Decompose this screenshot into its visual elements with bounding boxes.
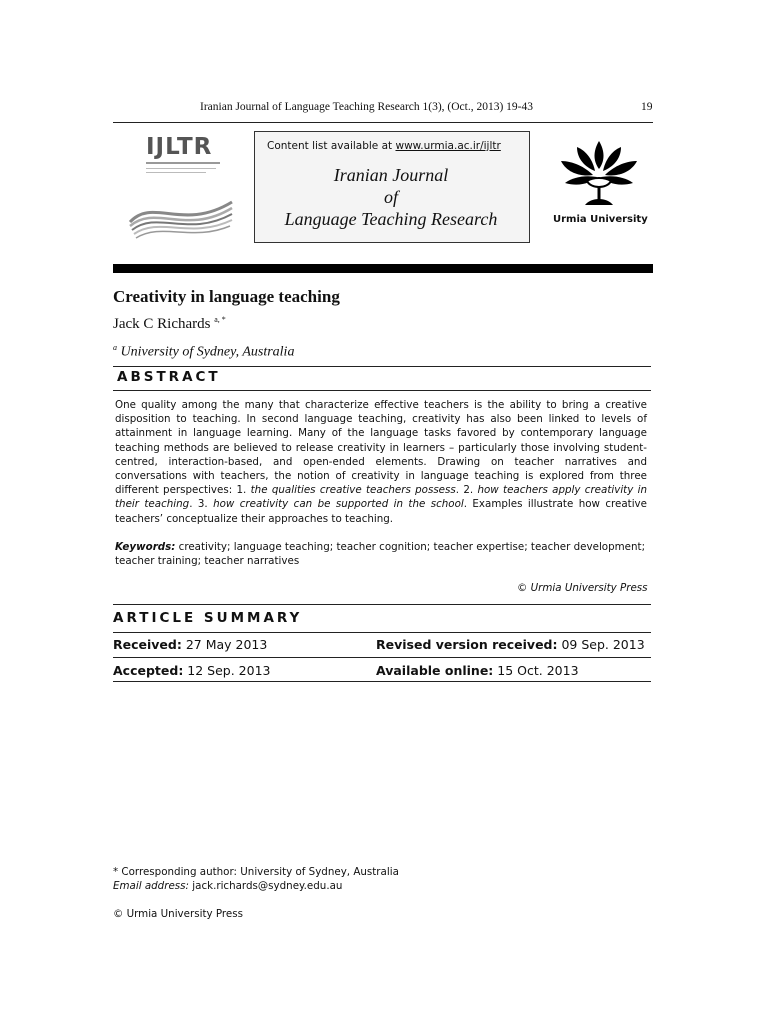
ijltr-logo: [146, 134, 226, 189]
masthead-divider: [113, 264, 653, 273]
online-label: Available online:: [376, 663, 494, 678]
university-name: Urmia University: [553, 214, 648, 225]
keywords-label: Keywords:: [115, 541, 176, 553]
revised-label: Revised version received:: [376, 637, 558, 652]
summary-bottom-rule: [113, 681, 651, 682]
abstract-press-credit: © Urmia University Press: [517, 582, 648, 594]
accepted-value: 12 Sep. 2013: [183, 663, 271, 678]
email-label: Email address:: [113, 880, 189, 892]
journal-cover-wave-icon: [128, 192, 234, 244]
accepted-date: [113, 663, 271, 678]
journal-title-line3: Language Teaching Research: [284, 209, 498, 229]
abstract-perspective-2: how teachers apply creativity in their teaching: [115, 484, 648, 511]
online-value: 15 Oct. 2013: [493, 663, 579, 678]
received-date: [113, 637, 267, 652]
footer-press-credit: © Urmia University Press: [113, 908, 243, 920]
keywords-list: creativity; language teaching; teacher cognition; teacher expertise; teacher development; teacher training; teacher narratives: [115, 541, 646, 568]
journal-title-line2: of: [383, 187, 398, 207]
online-date: [376, 663, 579, 678]
logo-fine-print: [146, 168, 216, 169]
abstract-text: One quality among the many that characterize effective teachers is the ability to bring a creative disposition to teaching. In second language teaching, creativity has also been linked to levels of attainment in language learning. Many of the language tasks favored by contemporary language teaching methods are believed to release creativity in learners – particularly those involving student-centred, interaction-based, and open-ended elements. Drawing on teacher narratives and conversations with teachers, the notion of creativity in language teaching is explored from three different perspectives: 1.: [115, 399, 647, 497]
abstract-text: . 3.: [189, 498, 214, 511]
ijltr-logo-text: IJLTR: [146, 134, 213, 160]
logo-underline: [146, 162, 220, 164]
logo-fine-print: [146, 172, 206, 173]
accepted-label: Accepted:: [113, 663, 184, 678]
affiliation-line: [113, 343, 294, 361]
summary-heading: ARTICLE SUMMARY: [113, 610, 303, 626]
received-value: 27 May 2013: [181, 637, 268, 652]
email-address[interactable]: jack.richards@sydney.edu.au: [189, 880, 343, 892]
abstract-body: [115, 398, 647, 526]
journal-url-link[interactable]: www.urmia.ac.ir/ijltr: [395, 140, 501, 152]
content-list-prefix: Content list available at: [267, 140, 396, 152]
revised-value: 09 Sep. 2013: [557, 637, 645, 652]
revised-date: [376, 637, 645, 652]
abstract-top-rule: [113, 366, 651, 367]
summary-row-rule: [113, 657, 651, 658]
corresponding-author-note: * Corresponding author: University of Sydney, Australia: [113, 866, 399, 878]
header-rule: [113, 122, 653, 123]
affiliation: University of Sydney, Australia: [120, 344, 295, 360]
article-title: Creativity in language teaching: [113, 287, 340, 306]
email-line: [113, 880, 342, 892]
abstract-perspective-1: the qualities creative teachers possess: [250, 484, 456, 497]
content-list-line: [267, 140, 501, 152]
abstract-perspective-3: how creativity can be supported in the school: [213, 498, 464, 511]
page-number: 19: [641, 101, 653, 113]
running-head: Iranian Journal of Language Teaching Research 1(3), (Oct., 2013) 19-43: [200, 101, 534, 113]
journal-title-line1: Iranian Journal: [333, 165, 449, 185]
summary-mid-rule: [113, 632, 651, 633]
urmia-university-logo-icon: [557, 137, 641, 209]
author-name: Jack C Richards: [113, 316, 211, 332]
summary-top-rule: [113, 604, 651, 605]
author-line: [113, 315, 226, 333]
keywords: [115, 540, 647, 568]
author-marks: a, *: [214, 315, 226, 324]
abstract-bottom-rule: [113, 390, 651, 391]
received-label: Received:: [113, 637, 182, 652]
abstract-heading: ABSTRACT: [117, 369, 221, 385]
abstract-text: . 2.: [455, 484, 478, 497]
affiliation-mark: a: [113, 343, 117, 352]
abstract-text: . Examples illustrate how creative teachers’ conceptualize their approaches to teaching.: [115, 498, 647, 525]
